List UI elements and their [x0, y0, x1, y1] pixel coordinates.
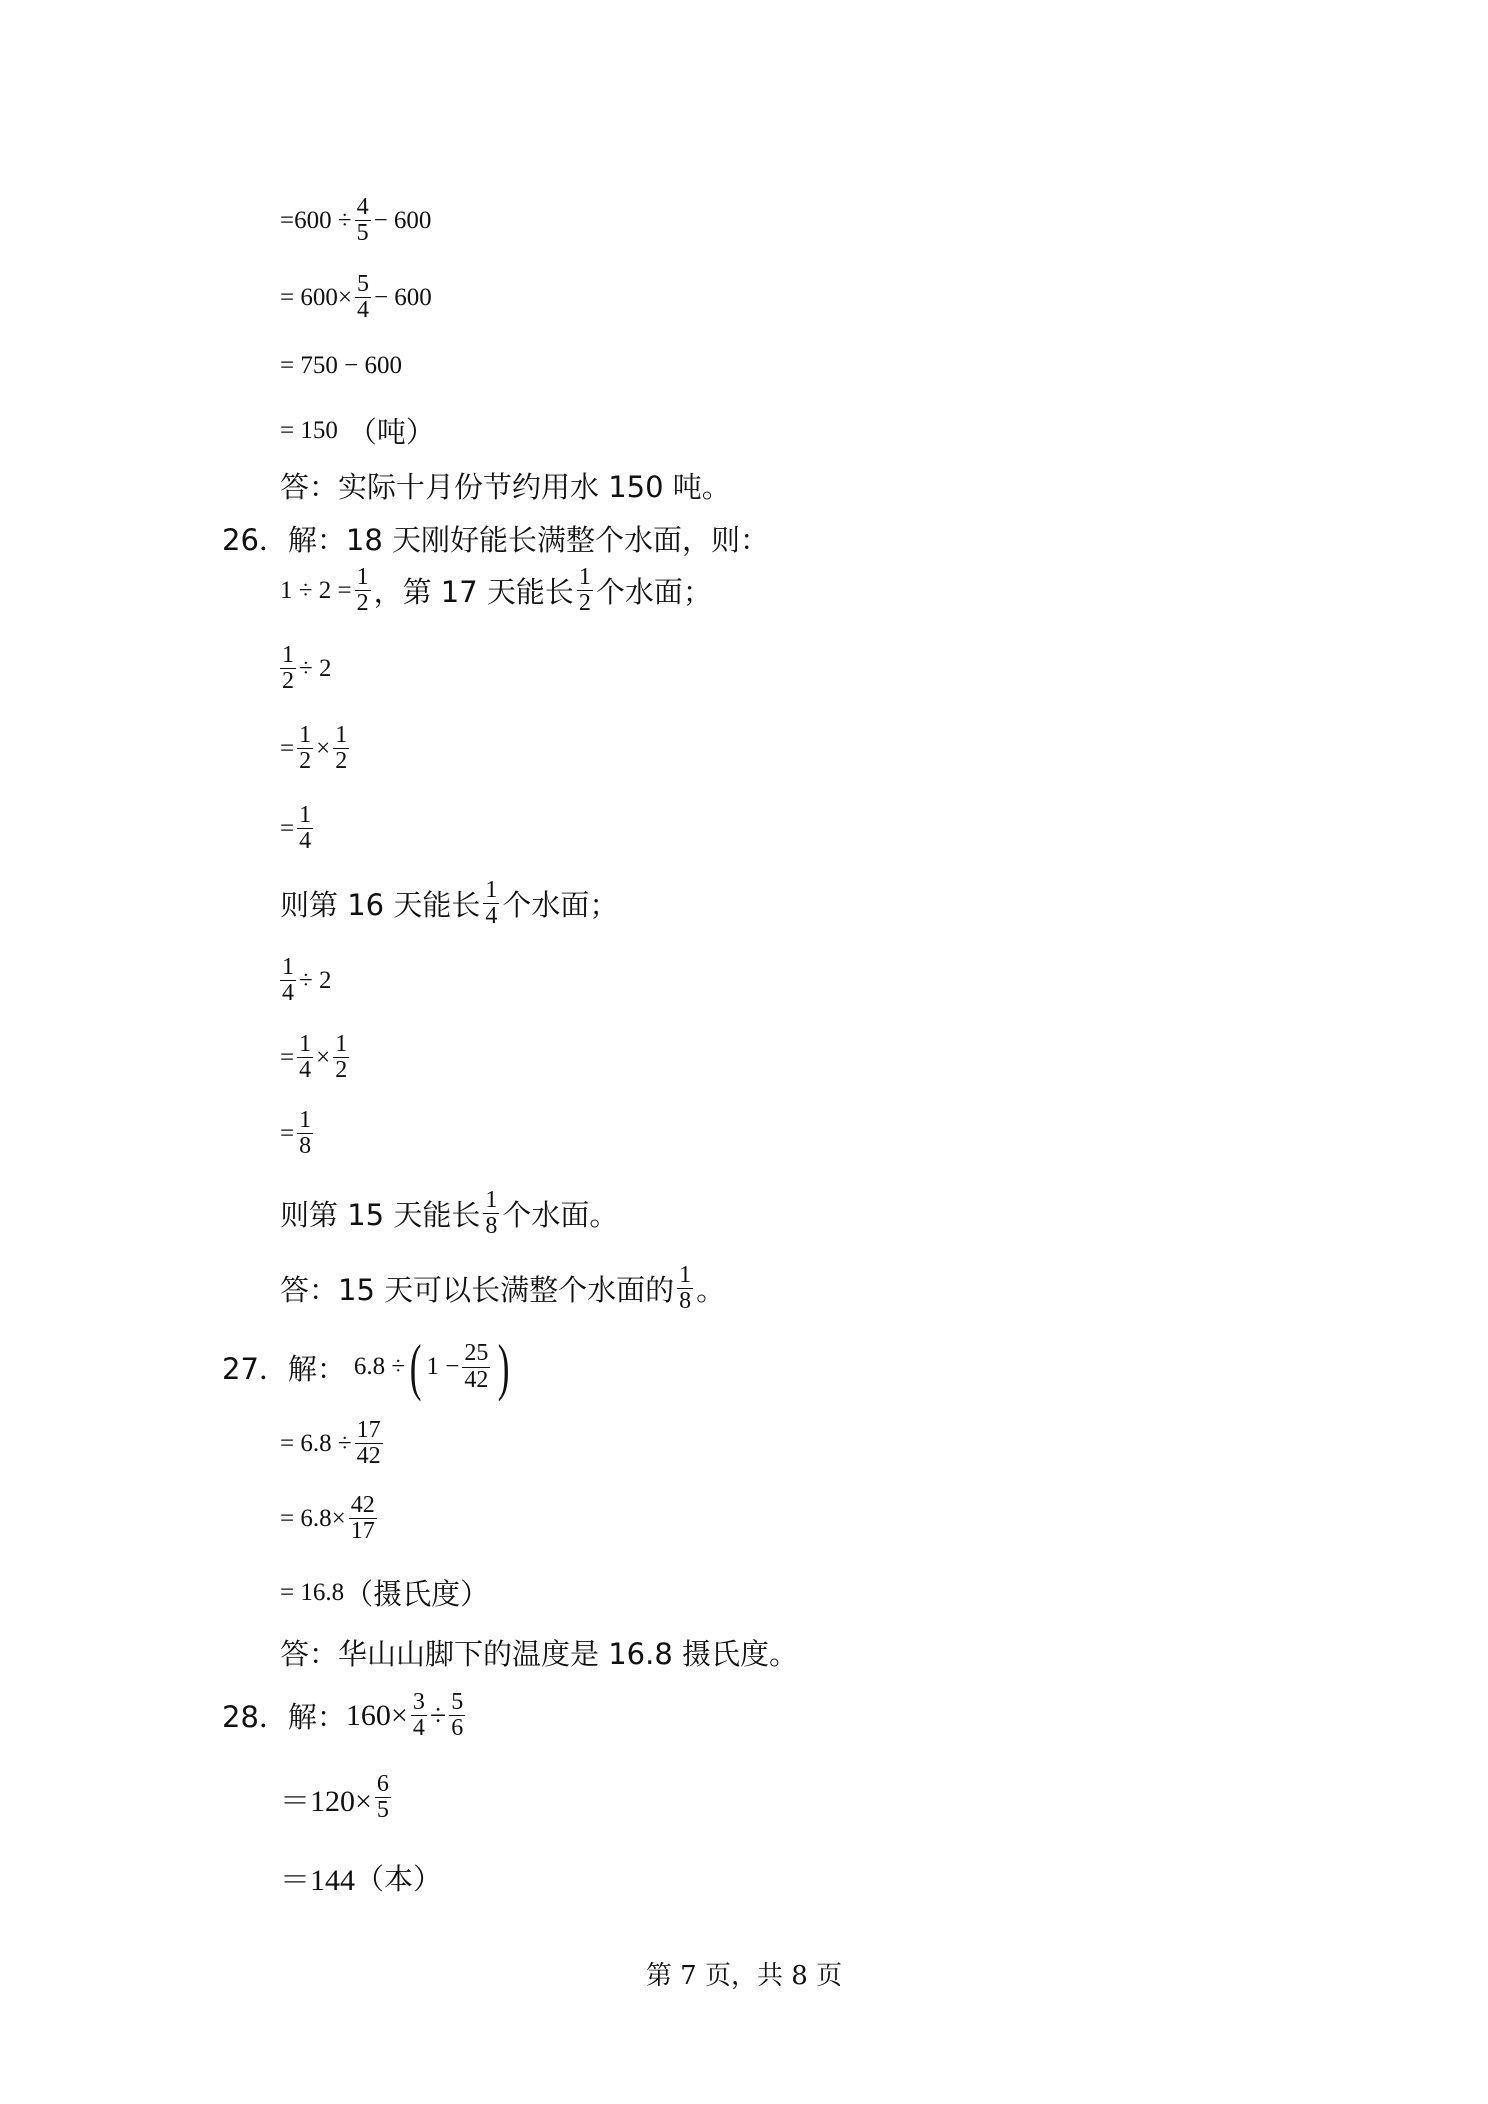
fraction: $\frac{1}{2}$ [299, 722, 312, 775]
q25-step2: = 600× $\frac{5}{4}$ − 600 [280, 271, 432, 324]
left-paren: ( [409, 1331, 422, 1402]
fraction: $\frac{25}{42}$ [464, 1340, 489, 1393]
fraction: $\frac{4}{5}$ [356, 194, 369, 247]
fraction: $\frac{1}{8}$ [485, 1187, 498, 1240]
fraction: $\frac{5}{4}$ [356, 271, 369, 324]
q26-line1: 1 ÷ 2 = $\frac{1}{2}$ ，第 17 天能长 $\frac{1}{2}$ 个水面； [280, 564, 712, 617]
fraction: $\frac{1}{2}$ [335, 722, 348, 775]
q27-expr: 27．解： 6.8 ÷ ( 1 − $\frac{25}{42}$ ) [222, 1331, 510, 1402]
q28-expr: 28．解： 160× $\frac{3}{4}$ ÷ $\frac{5}{6}$ [222, 1689, 464, 1742]
q27-step1: = 6.8 ÷ $\frac{17}{42}$ [280, 1417, 381, 1470]
q26-b1-e3: = $\frac{1}{4}$ [280, 802, 312, 855]
q28-step2: ＝144 （本） [280, 1861, 443, 1897]
q26-b2-e1: $\frac{1}{4}$ ÷ 2 [282, 954, 332, 1007]
fraction: $\frac{1}{2}$ [282, 642, 294, 695]
q25-step3: = 750 − 600 [280, 352, 402, 379]
q26-b2-e3: = $\frac{1}{8}$ [280, 1107, 312, 1160]
q27-step3: = 16.8 （摄氏度） [280, 1577, 490, 1611]
q25-step4: = 150 （吨） [280, 415, 435, 449]
fraction: $\frac{1}{4}$ [485, 877, 498, 930]
fraction: $\frac{1}{4}$ [299, 802, 312, 855]
fraction: $\frac{5}{6}$ [451, 1689, 464, 1742]
q26-label: 26．解：18 天刚好能长满整个水面，则： [222, 523, 770, 557]
fraction: $\frac{1}{2}$ [335, 1031, 348, 1084]
fraction: $\frac{6}{5}$ [376, 1771, 389, 1824]
fraction: $\frac{42}{17}$ [350, 1492, 375, 1545]
page-footer: 第 7 页，共 8 页 [645, 1961, 843, 1991]
q26-b1-e2: = $\frac{1}{2}$ × $\frac{1}{2}$ [280, 722, 348, 775]
q27-answer: 答：华山山脚下的温度是 16.8 摄氏度。 [280, 1637, 799, 1671]
fraction: $\frac{1}{2}$ [578, 564, 591, 617]
fraction: $\frac{1}{8}$ [299, 1107, 312, 1160]
q26-then15: 则第 15 天能长 $\frac{1}{8}$ 个水面。 [280, 1187, 619, 1240]
q25-answer: 答：实际十月份节约用水 150 吨。 [280, 470, 731, 504]
q26-b1-e1: $\frac{1}{2}$ ÷ 2 [282, 642, 332, 695]
fraction: $\frac{17}{42}$ [356, 1417, 381, 1470]
q25-step1: =600 ÷ $\frac{4}{5}$ − 600 [280, 194, 432, 247]
fraction: $\frac{1}{2}$ [356, 564, 369, 617]
fraction: $\frac{3}{4}$ [412, 1689, 425, 1742]
q27-step2: = 6.8× $\frac{42}{17}$ [280, 1492, 375, 1545]
q26-then16: 则第 16 天能长 $\frac{1}{4}$ 个水面； [280, 877, 619, 930]
fraction: $\frac{1}{4}$ [299, 1031, 312, 1084]
q28-step1: ＝120× $\frac{6}{5}$ [280, 1771, 389, 1824]
right-paren: ) [498, 1331, 510, 1402]
q26-b2-e2: = $\frac{1}{4}$ × $\frac{1}{2}$ [280, 1031, 348, 1084]
q26-answer: 答：15 天可以长满整个水面的 $\frac{1}{8}$ 。 [280, 1262, 726, 1315]
fraction: $\frac{1}{4}$ [282, 954, 294, 1007]
fraction: $\frac{1}{8}$ [679, 1262, 692, 1315]
